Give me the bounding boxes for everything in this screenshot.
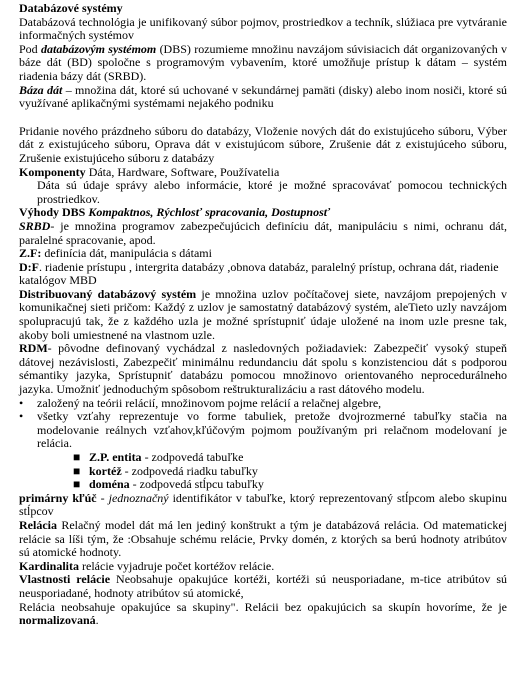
rdm-bullet-list <box>19 397 507 451</box>
components-line: Komponenty Dáta, Hardware, Software, Používatelia <box>19 164 280 179</box>
mapping-list <box>19 451 507 492</box>
square-bullet-icon: ■ <box>73 450 81 464</box>
relation-definition: Relácia Relačný model dát má len jediný konštrukt a tým je databázová relácia. Od matematickej relácie sa líši tým, že :Obsahuje schému relácie, Prvky domén, z ktorých sa berú hodnoty atribútov sú atomické hodnoty. <box>19 517 507 560</box>
dbs-definition: Pod databázovým systémom (DBS) rozumieme množinu navzájom súvisiacich dát organizovaných v báze dát (BD) spoločne s programovým vybavením, ktoré umožňuje prístup k dátam – systém riadenia bázy dát (SRBD). <box>19 41 507 83</box>
distributed-db-definition: Distribuovaný databázový systém je množina uzlov počítačovej siete, navzájom prepojených v komunikačnej sieti pričom: Každý z uzlov je samostatný databázový systém, aleTieto uzly navzájom spolupracujú tak, že z každého uzla je možné sprístupniť údaje uložené na inom uzle presne tak, akoby boli umiestnené na vlastnom uzle. <box>19 286 507 342</box>
zf-line: Z.F: definícia dát, manipulácia s dátami <box>19 246 212 261</box>
square-bullet-icon: ■ <box>73 463 81 478</box>
list-item: • všetky vzťahy reprezentuje vo forme tabuliek, pretože dvojrozmerné tabuľky stačia na modelovanie reálnych vzťahov,kľúčovým pojmom používaným pri relačnom modelovaní je relácia. <box>19 409 507 451</box>
list-item: ■ doména - zodpovedá stĺpcu tabuľky <box>73 477 264 492</box>
list-item: • založený na teórii relácií, množinovom pojme relácií a relačnej algebre, <box>19 395 382 410</box>
bullet-icon: • <box>19 395 24 410</box>
list-item: ■ kortéž - zodpovedá riadku tabuľky <box>73 463 258 478</box>
normalization-line: Relácia neobsahuje opakujúce sa skupiny". Relácii bez opakujúcich sa skupín hovoríme, že je normalizovaná. <box>19 599 507 628</box>
srbd-definition: SRBD- je množina programov zabezpečujúcich definíciu dát, manipuláciu s nimi, ochranu dát, paralelné spracovanie, apod. <box>19 218 507 247</box>
cardinality-line: Kardinalita relácie vyjadruje počet kortéžov relácie. <box>19 558 275 573</box>
bullet-icon: • <box>19 409 24 424</box>
intro-paragraph: Databázová technológia je unifikovaný súbor pojmov, prostriedkov a techník, slúžiaca pre vytváranie informačných systémov <box>19 14 507 43</box>
rdm-definition: RDM- pôvodne definovaný vychádzal z nasledovných požiadaviek: Zabezpečiť vysoký stupeň dátovej nezávislosti, Zabezpečiť minimálnu redundanciu dát spolu s konzistenciou dát s podporou sémantiky jazyka, Sprístupniť databázu pomocou množinovo orientovaného neprocedurálneho jazyka. Umožniť jednoduchým spôsobom reštrukturalizáciu a rast dátového modelu. <box>19 341 507 397</box>
square-bullet-icon: ■ <box>73 477 81 492</box>
df-line: D:F. riadenie prístupu , intergrita databázy ,obnova databáz, paralelný prístup, ochrana dát, riadenie katalógov MBD <box>19 259 499 288</box>
page-title: Databázové systémy <box>19 1 123 15</box>
list-item: ■ Z.P. entita - zodpovedá tabuľke <box>73 450 244 464</box>
operations-paragraph: Pridanie nového prázdneho súboru do databázy, Vloženie nových dát do existujúceho súboru, Výber dát z existujúceho súboru, Oprava dát v existujúcom súbore, Zrušenie dát z existujúceho súboru, Zrušenie existujúceho súboru z databázy <box>19 123 507 165</box>
data-definition: Dáta sú údaje správy alebo informácie, ktoré je možné spracovávať pomocou technických prostriedkov. <box>37 178 507 206</box>
relation-properties: Vlastnosti relácie Neobsahuje opakujúce kortéži, kortéži sú neusporiadane, m-tice atribútov sú neusporiadané, hodnoty atribútov sú atomické, <box>19 572 507 600</box>
advantages-line: Výhody DBS Kompaktnos, Rýchlosť spracovania, Dostupnosť <box>19 205 331 220</box>
document-page <box>19 2 507 628</box>
primary-key-definition: primárny kľúč - jednoznačný identifikátor v tabuľke, ktorý reprezentovaný stĺpcom alebo skupinu stĺpcov <box>19 490 507 519</box>
bd-definition: Báza dát – množina dát, ktoré sú uchované v sekundárnej pamäti (disky) alebo inom nosiči, ktoré sú využívané aplikačnými systémami nejakého podniku <box>19 82 508 111</box>
